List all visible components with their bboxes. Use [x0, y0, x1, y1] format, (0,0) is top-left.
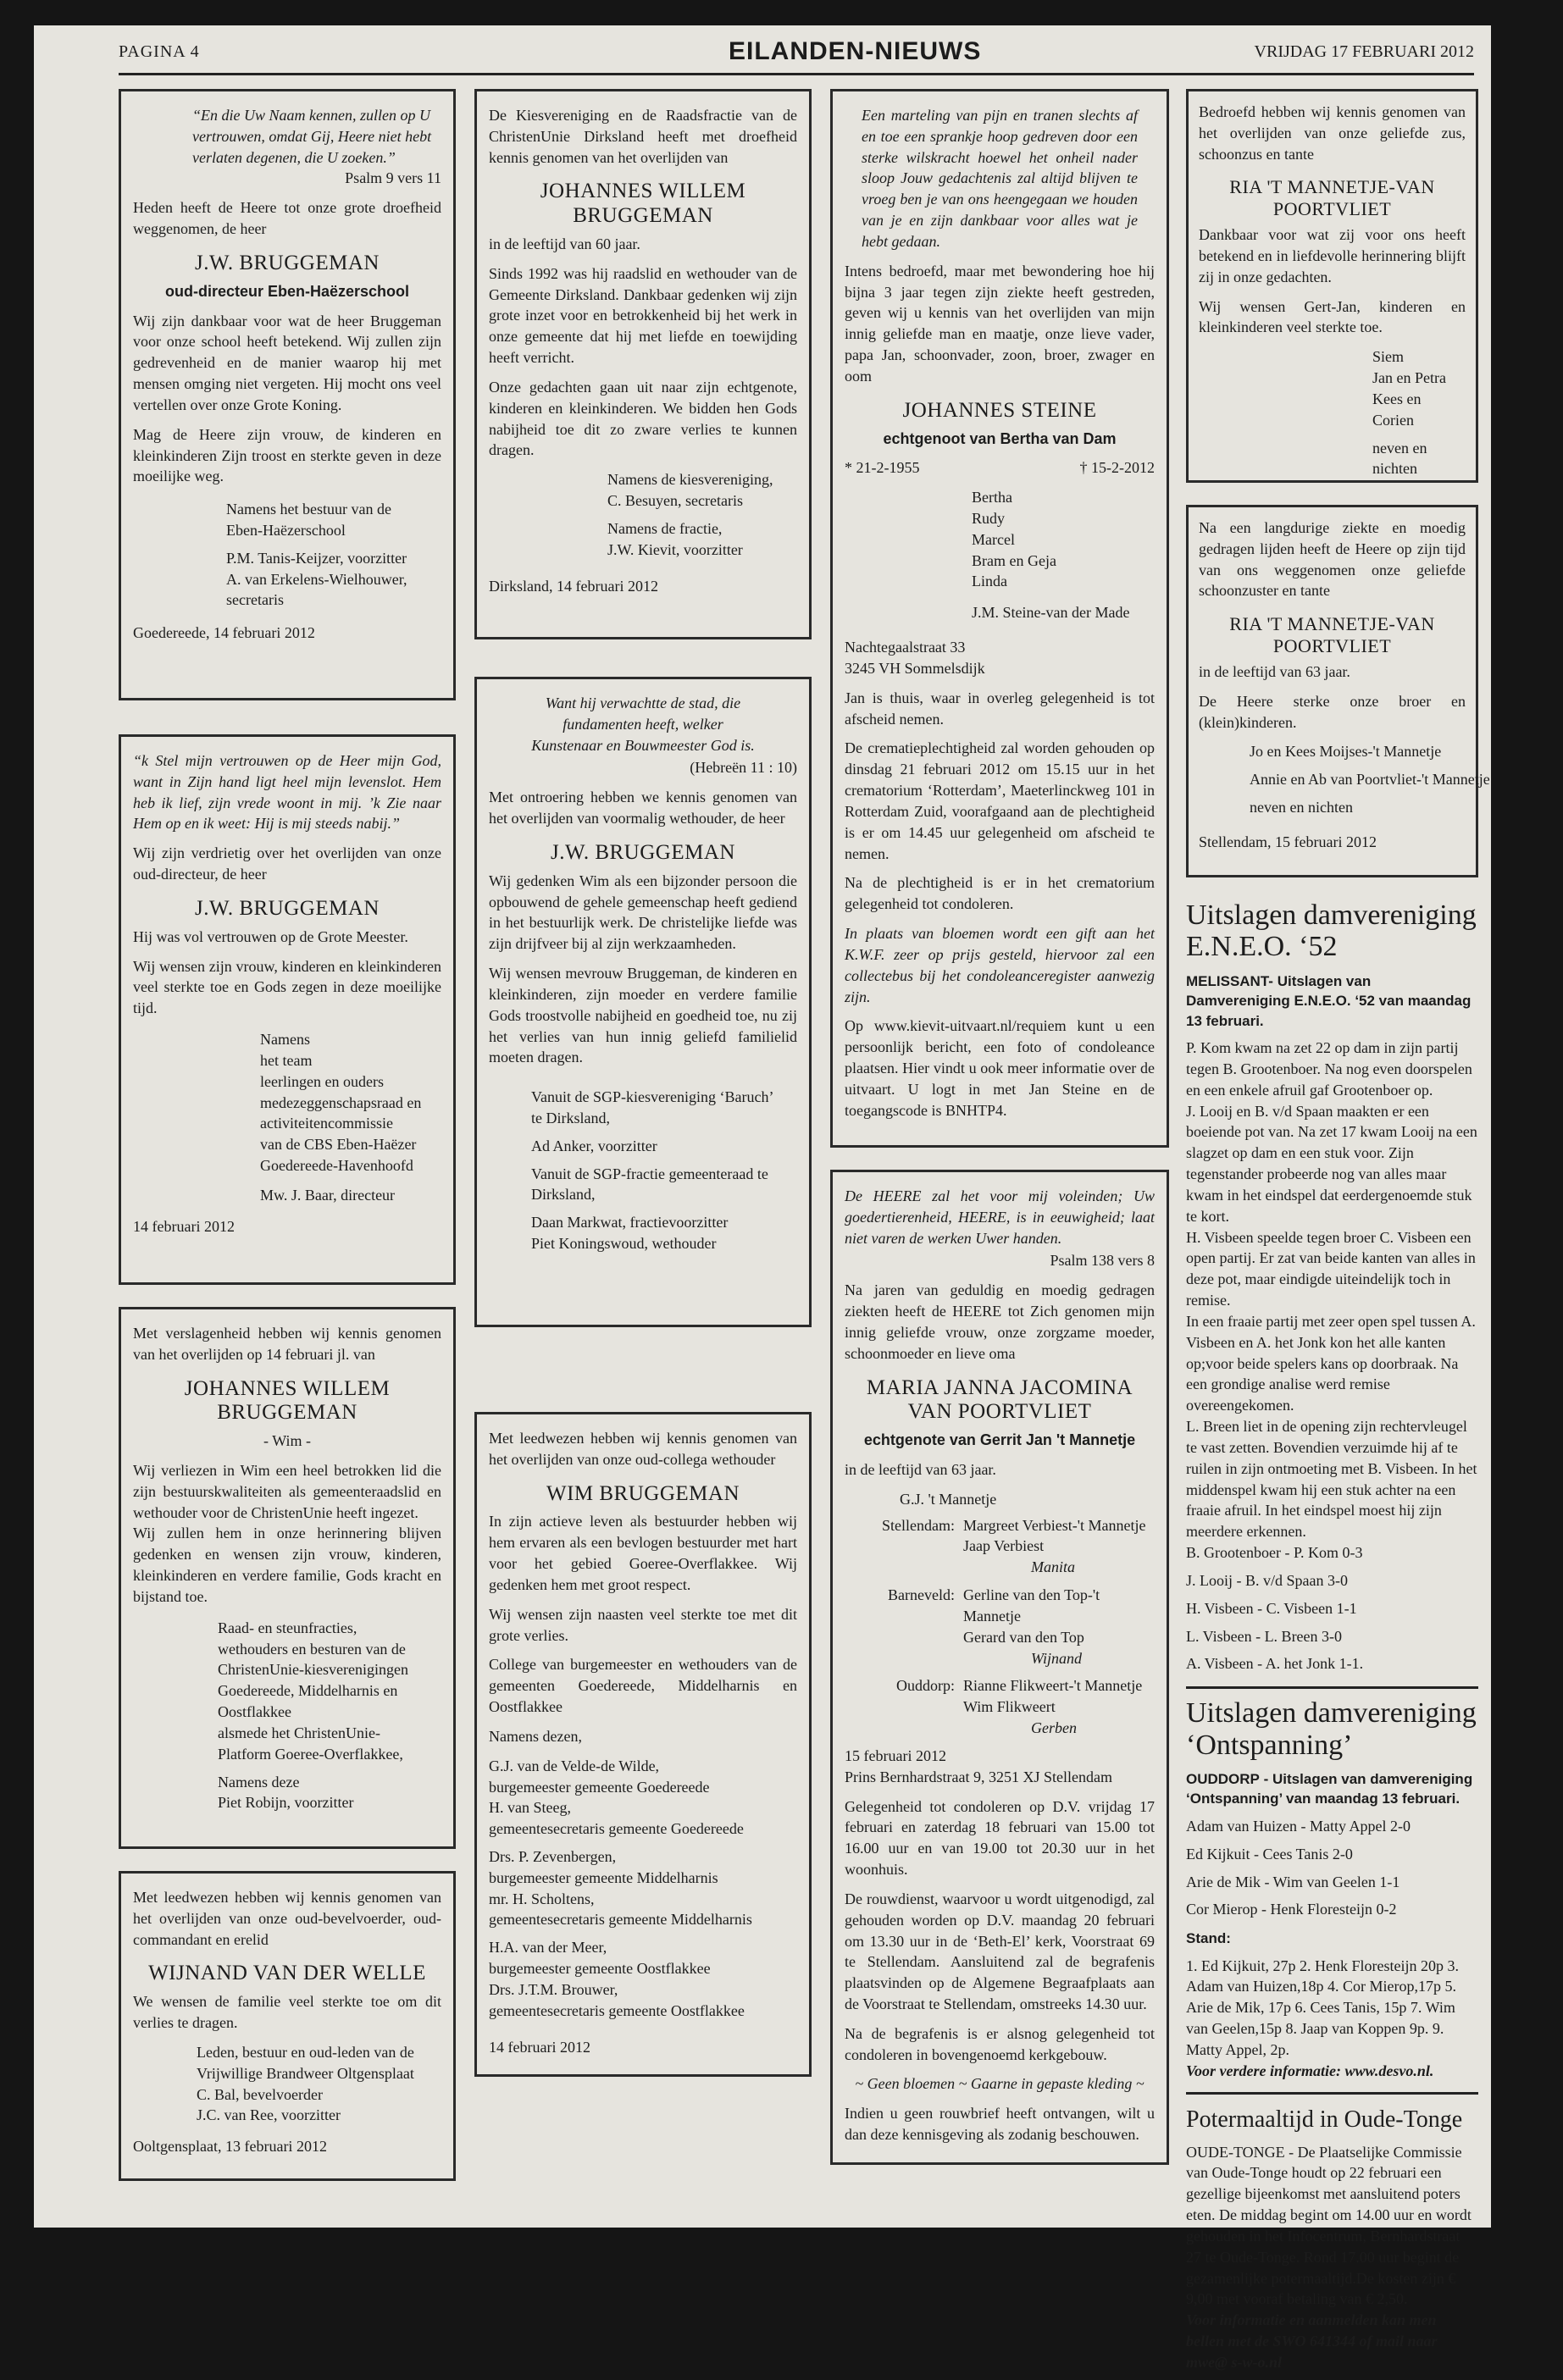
signature: burgemeester gemeente Goedereede — [489, 1778, 710, 1796]
family-member: Wim Flikweert — [963, 1698, 1056, 1716]
signature: Namens deze — [218, 1773, 300, 1791]
page-header — [119, 36, 1474, 71]
article-paragraph: In een fraaie partij met zeer open spel tussen A. Visbeen en A. het Jonk kon het alle kanten op;voor beide spelers kans op doorbraak. Na een grondige analise werd remise overeengekomen. — [1186, 1312, 1476, 1414]
paragraph: Wij wensen Gert-Jan, kinderen en kleinkinderen veel sterkte toe. — [1199, 297, 1466, 336]
paragraph: Intens bedroefd, maar met bewondering hoe hij bijna 3 jaar tegen zijn ziekte heeft gestreden, geven wij u kennis van het overlijden van mijn innig geliefde man en maatje, onze lieve vader, papa Jan, schoonvader, zoon, broer, zwager en oom — [845, 262, 1155, 385]
intro: Na een langdurige ziekte en moedig gedragen lijden heeft de Heere op zijn tijd van ons weggenomen onze geliefde schoonzuster en tante — [1199, 519, 1466, 600]
lead-place: OUDDORP — [1186, 1770, 1260, 1787]
grandchild: Manita — [1031, 1558, 1075, 1576]
intro: Heden heeft de Heere tot onze grote droefheid weggenomen, de heer — [133, 199, 441, 238]
deceased-name: JOHANNES WILLEM BRUGGEMAN — [184, 1376, 391, 1425]
signature: Platform Goeree-Overflakkee, — [218, 1745, 403, 1763]
family-place: Stellendam: — [882, 1516, 955, 1534]
more-info-text: Voor verdere informatie: www.desvo.nl. — [1186, 2062, 1434, 2079]
age: in de leeftijd van 63 jaar. — [845, 1460, 996, 1478]
date: 15 februari 2012 — [845, 1746, 946, 1764]
paragraph: Indien u geen rouwbrief heeft ontvangen, wilt u dan deze kennisgeving als zodanig beschouwen. — [845, 2105, 1155, 2144]
family-member: Jaap Verbiest — [963, 1537, 1045, 1555]
signature: neven en nichten — [1372, 439, 1427, 478]
signature: Annie en Ab van Poortvliet-'t Mannetje — [1250, 771, 1490, 789]
lead-text: Uitslagen van Damvereniging E.N.E.O. ‘52 van maandag 13 februari. — [1186, 972, 1472, 1029]
header-rule — [119, 73, 1474, 75]
signature: H.A. van der Meer, — [489, 1939, 607, 1957]
result-line: Cor Mierop - Henk Floresteijn 0-2 — [1186, 1901, 1397, 1918]
signature: Vanuit de SGP-fractie gemeenteraad te — [531, 1165, 768, 1182]
signature: G.J. van de Velde-de Wilde, — [489, 1757, 660, 1774]
result-line: H. Visbeen - C. Visbeen 1-1 — [1186, 1599, 1357, 1617]
family-member: Linda — [972, 573, 1007, 590]
intro: Met leedwezen hebben wij kennis genomen van het overlijden van onze oud-bevelvoerder, oud-commandant en erelid — [133, 1889, 441, 1948]
paragraph: Wij wensen zijn vrouw, kinderen en kleinkinderen veel sterkte toe en Gods zegen in deze moeilijke tijd. — [133, 957, 441, 1017]
verse-ref: Psalm 9 vers 11 — [345, 169, 441, 187]
deceased-name: MARIA JANNA JACOMINA VAN POORTVLIET — [866, 1375, 1133, 1424]
grandchild: Gerben — [1031, 1719, 1077, 1737]
signature: Vrijwillige Brandweer Oltgensplaat — [197, 2064, 414, 2082]
address: Nachtegaalstraat 33 — [845, 639, 966, 656]
signature: neven en nichten — [1250, 799, 1353, 816]
deceased-name: RIA 'T MANNETJE-VAN POORTVLIET — [1229, 176, 1435, 219]
verse: Want hij verwachtte de stad, die fundamenten heeft, welker Kunstenaar en Bouwmeester God is. — [531, 695, 755, 754]
paragraph: Hij was vol vertrouwen op de Grote Meester. — [133, 927, 408, 945]
verse-ref: Psalm 138 vers 8 — [1050, 1252, 1155, 1270]
ad-colleges-bw — [474, 1412, 812, 2077]
article-lead — [1186, 971, 1478, 1031]
deceased-title: oud-directeur Eben-Haëzerschool — [164, 282, 410, 300]
signature: Piet Koningswoud, wethouder — [531, 1235, 717, 1253]
place-date: Ooltgensplaat, 13 februari 2012 — [133, 2138, 327, 2156]
signature: Namens — [260, 1031, 310, 1049]
signature: Jan en Petra — [1372, 369, 1446, 387]
newspaper-page — [34, 25, 1491, 2371]
paragraph: Mag de Heere zijn vrouw, de kinderen en kleinkinderen Zijn troost en sterkte geven in deze moeilijke weg. — [133, 425, 441, 485]
signature: gemeentesecretaris gemeente Oostflakkee — [489, 2001, 745, 2019]
contact-info-text: Voor informatie en aanmelden kan men bellen met de SWO 641344 of mail naar mwe@ s-w-o.nl — [1186, 2311, 1438, 2371]
signature: C. Bal, bevelvoerder — [197, 2085, 323, 2103]
family-place: Ouddorp: — [896, 1677, 955, 1695]
article-title: Potermaaltijd in Oude-Tonge — [1186, 2106, 1463, 2133]
ad-steine — [830, 89, 1169, 1148]
family-group — [845, 1675, 1155, 1738]
paragraph: In plaats van bloemen wordt een gift aan het K.W.F. zeer op prijs gesteld, hiervoor zal een collectebus bij het condoleanceregister aanwezig zijn. — [845, 925, 1155, 1005]
verse: Een marteling van pijn en tranen slechts af en toe een sprankje hoop gedreven door een sterke wilskracht hoewel het onheil nader sloop Jouw gedachtenis zal altijd blijven te vroeg ben je van ons heengegaan we houden van je en zijn dankbaar voor alles wat je hebt gedaan. — [862, 107, 1138, 250]
column-2 — [474, 89, 812, 2099]
paragraph: ~ Geen bloemen ~ Gaarne in gepaste kleding ~ — [855, 2075, 1145, 2093]
news-eneo — [1186, 899, 1478, 1689]
signature: Kees en Corien — [1372, 390, 1422, 429]
paragraph: Wij zullen hem in onze herinnering blijven gedenken en wensen zijn vrouw, kinderen, kleinkinderen en verdere familie, Gods kracht en bijstand toe. — [133, 1525, 441, 1605]
intro: Wij zijn verdrietig over het overlijden van onze oud-directeur, de heer — [133, 844, 441, 883]
husband: G.J. 't Mannetje — [900, 1490, 997, 1508]
age: in de leeftijd van 63 jaar. — [1199, 662, 1350, 680]
signature: mr. H. Scholtens, — [489, 1890, 595, 1907]
result-line: Ed Kijkuit - Cees Tanis 2-0 — [1186, 1845, 1353, 1862]
ad-cbs-eben-haezer — [119, 734, 456, 1285]
result-line: J. Looij - B. v/d Spaan 3-0 — [1186, 1571, 1348, 1589]
signature: P.M. Tanis-Keijzer, voorzitter — [226, 549, 407, 567]
family-group — [845, 1515, 1155, 1578]
ad-christenunie-dirksland — [474, 89, 812, 639]
paragraph: We wensen de familie veel sterkte toe om dit verlies te dragen. — [133, 1993, 441, 2032]
signature: Goedereede, Middelharnis en Oostflakkee — [218, 1682, 398, 1721]
stand-label — [1186, 1929, 1478, 1948]
page-number: PAGINA 4 — [119, 42, 200, 61]
signature: J.W. Kievit, voorzitter — [607, 540, 743, 558]
paragraph: Na jaren van geduldig en moedig gedragen ziekten heeft de HEERE tot Zich genomen mijn innig geliefde vrouw, onze zorgzame moeder, schoonmoeder en lieve oma — [845, 1281, 1155, 1362]
signature: wethouders en besturen van de — [218, 1640, 406, 1658]
signature: Jo en Kees Moijses-'t Mannetje — [1250, 743, 1442, 761]
result-line: L. Visbeen - L. Breen 3-0 — [1186, 1627, 1343, 1645]
grandchild: Wijnand — [1031, 1649, 1083, 1667]
verse: De HEERE zal het voor mij voleinden; Uw goedertierenheid, HEERE, is in eeuwigheid; laat niet varen de werken Uwer handen. — [845, 1187, 1155, 1247]
place-date: Stellendam, 15 februari 2012 — [1199, 833, 1377, 850]
signature: burgemeester gemeente Middelharnis — [489, 1868, 718, 1886]
article-body: OUDE-TONGE - De Plaatselijke Commissie van Oude-Tonge houdt op 22 februari een gezellige bijeenkomst met aansluitend poters eten. De middag begint om 14.00 uur en wordt gehouden in het Infocentrum, Bernhardstraat 27 te Oude-Tonge. Rond 17.00 uur begint de gezamenlijke potermaaltijd.De kosten zijn € 9,00 met vooraf betaling van € 2,50. — [1186, 2143, 1472, 2308]
signature: Drs. P. Zevenbergen, — [489, 1848, 617, 1865]
signature: het team — [260, 1051, 313, 1069]
signature: van de CBS Eben-Haëzer — [260, 1136, 417, 1154]
date: 14 februari 2012 — [489, 2038, 590, 2056]
news-ontspanning — [1186, 1697, 1478, 2094]
family-member: Rianne Flikweert-'t Mannetje — [963, 1677, 1143, 1695]
deceased-name: JOHANNES STEINE — [902, 398, 1097, 422]
ad-ria-family-2 — [1186, 505, 1490, 877]
signature: J.C. van Ree, voorzitter — [197, 2106, 341, 2124]
signature: Raad- en steunfracties, — [218, 1619, 357, 1636]
address: 3245 VH Sommelsdijk — [845, 659, 985, 677]
signature: Eben-Haëzerschool — [226, 522, 346, 539]
paragraph: College van burgemeester en wethouders van de gemeenten Goedereede, Middelharnis en Oostflakkee — [489, 1656, 797, 1716]
paragraph: Sinds 1992 was hij raadslid en wethouder van de Gemeente Dirksland. Dankbaar gedenken wij zijn grote inzet voor en betrokkenheid bij het werk in onze gemeente dat hij met liefde en toewijding heeft verricht. — [489, 264, 797, 367]
signature: leerlingen en ouders — [260, 1072, 384, 1090]
ad-van-poortvliet — [830, 1170, 1169, 2165]
article-title: Uitslagen damvereniging ‘Ontspanning’ — [1186, 1697, 1477, 1761]
ad-ria-family-1 — [1186, 89, 1478, 483]
signature: Dirksland, — [531, 1186, 596, 1204]
date: 14 februari 2012 — [133, 1217, 235, 1235]
paragraph: Namens dezen, — [489, 1727, 582, 1745]
ad-brandweer — [119, 1871, 456, 2181]
deceased-name: J.W. BRUGGEMAN — [551, 840, 735, 864]
place-date: Goedereede, 14 februari 2012 — [133, 624, 315, 642]
paragraph: In zijn actieve leven als bestuurder hebben wij hem ervaren als een bevlogen bestuurder met hart voor het gebied Goeree-Overflakkee. Wij gedenken hem met groot respect. — [489, 1513, 797, 1593]
paragraph: Na de plechtigheid is er in het crematorium gelegenheid tot condoleren. — [845, 874, 1155, 913]
signature: Piet Robijn, voorzitter — [218, 1794, 354, 1812]
signature: Daan Markwat, fractievoorzitter — [531, 1214, 729, 1232]
intro: De Kiesvereniging en de Raadsfractie van de ChristenUnie Dirksland heeft met droefheid kennis genomen van het overlijden van — [489, 107, 797, 166]
paragraph: Wij gedenken Wim als een bijzonder persoon die opbouwend de gehele gemeenschap heeft gediend in het bestuurlijk werk. De christelijke liefde was zijn drijfveer bij al zijn werkzaamheden. — [489, 872, 797, 953]
paragraph: Op www.kievit-uitvaart.nl/requiem kunt u een persoonlijk bericht, een foto of condoleance plaatsen. Hier vindt u ook meer informatie over de uitvaart. U logt in met Jan Steine en de toegangscode is BNHTP4. — [845, 1017, 1155, 1119]
contact-info — [1186, 2310, 1478, 2372]
signature: alsmede het ChristenUnie- — [218, 1724, 380, 1741]
standings: 1. Ed Kijkuit, 27p 2. Henk Floresteijn 20p 3. Adam van Huizen,18p 4. Cor Mierop,17p 5. Arie de Mik, 17p 6. Cees Tanis, 15p 7. Wim van Geelen,15p 8. Jaap van Koppen 9p. 9. Matty Appel, 2p. — [1186, 1957, 1459, 2058]
intro: Met leedwezen hebben wij kennis genomen van het overlijden van onze oud-collega wethouder — [489, 1430, 797, 1468]
ad-christenunie — [119, 1307, 456, 1849]
stand-label-text: Stand: — [1186, 1930, 1231, 1947]
signature: H. van Steeg, — [489, 1799, 571, 1817]
death-date: † 15-2-2012 — [1079, 459, 1155, 477]
column-4 — [1186, 89, 1490, 2380]
divider — [1186, 1686, 1478, 1689]
masthead: EILANDEN-NIEUWS — [729, 37, 982, 65]
signature: secretaris — [226, 591, 284, 609]
result-line: A. Visbeen - A. het Jonk 1-1. — [1186, 1655, 1364, 1673]
deceased-spouse: echtgenoot van Bertha van Dam — [883, 429, 1117, 447]
family-group — [845, 1585, 1155, 1669]
signature: Mw. J. Baar, directeur — [260, 1186, 396, 1204]
ad-eben-haezer-bestuur — [119, 89, 456, 700]
ad-sgp-dirksland — [474, 677, 812, 1327]
place-date: Dirksland, 14 februari 2012 — [489, 577, 658, 595]
signature: C. Besuyen, secretaris — [607, 492, 743, 510]
paragraph: De rouwdienst, waarvoor u wordt uitgenodigd, zal gehouden worden op D.V. maandag 20 februari om 13.30 uur in de ‘Beth-El’ kerk, Voorstraat 69 te Stellendam. Aansluitend zal de begrafenis plaatsvinden op de Algemene Begraafplaats aan de Voorstraat te Stellendam, omstreeks 14.30 uur. — [845, 1890, 1155, 2012]
paragraph: De crematieplechtigheid zal worden gehouden op dinsdag 21 februari 2012 om 15.15 uur in het crematorium ‘Rotterdam’, Maeterlinckweg 101 in Rotterdam Zuid, voorafgaand aan de plechtigheid is er om 14.45 uur gelegenheid om afscheid te nemen. — [845, 739, 1155, 862]
signature: Namens de fractie, — [607, 519, 723, 537]
intro: Met ontroering hebben we kennis genomen van het overlijden van voormalig wethouder, de heer — [489, 789, 797, 827]
signature: gemeentesecretaris gemeente Middelharnis — [489, 1911, 752, 1929]
paragraph: Jan is thuis, waar in overleg gelegenheid is tot afscheid nemen. — [845, 689, 1155, 728]
family-member: Gerard van den Top — [963, 1628, 1084, 1646]
deceased-name: RIA 'T MANNETJE-VAN POORTVLIET — [1229, 613, 1435, 656]
result-line: Arie de Mik - Wim van Geelen 1-1 — [1186, 1873, 1400, 1890]
article-paragraph: J. Looij en B. v/d Spaan maakten er een boeiende pot van. Na zet 17 kwam Looij na een slagzet op dam en een stuk voor. Zijn tegenstander probeerde nog van alles maar kwam in het eindspel dat eerdergenoemde stuk te kort. — [1186, 1102, 1477, 1225]
article-paragraph: H. Visbeen speelde tegen broer C. Visbeen een open partij. Er zat van beide kanten van alles in deze pot, maar eindigde uiteindelijk toch in remise. — [1186, 1228, 1476, 1309]
signature: A. van Erkelens-Wielhouwer, — [226, 570, 407, 588]
signature: ChristenUnie-kiesverenigingen — [218, 1661, 408, 1679]
lead-text: - Uitslagen van damvereniging ‘Ontspanning’ van maandag 13 februari. — [1186, 1770, 1473, 1807]
nickname: - Wim - — [263, 1432, 311, 1450]
article-paragraph: L. Breen liet in de opening zijn rechtervleugel te vast zetten. Bovendien verzuimde hij af te ruilen in zijn ontmoeting met B. Visbeen. In het middenspel kwam hij een stuk achter na een fraaie afruil. In het eindspel moest hij zijn meerdere erkennen. — [1186, 1418, 1477, 1541]
address: Prins Bernhardstraat 9, 3251 XJ Stellendam — [845, 1768, 1112, 1785]
birth-date: * 21-2-1955 — [845, 459, 920, 477]
signature: activiteitencommissie — [260, 1115, 393, 1132]
family-member: Bertha — [972, 489, 1012, 506]
family-member: Gerline van den Top-'t Mannetje — [963, 1586, 1100, 1624]
paragraph: Wij wensen mevrouw Bruggeman, de kinderen en kleinkinderen, zijn moeder en verdere familie Gods troostvolle nabijheid en goedheid toe, nu zij het verlies van hun innig geliefd familielid moeten dragen. — [489, 965, 797, 1066]
signature: Goedereede-Havenhoofd — [260, 1157, 413, 1174]
paragraph: Wij zijn dankbaar voor wat de heer Bruggeman voor onze school heeft betekend. Wij zullen zijn gedrevenheid en de manier waarop hij met mensen omging niet vergeten. Hij mocht ons veel vertellen over onze Grote Koning. — [133, 312, 441, 413]
intro: Met verslagenheid hebben wij kennis genomen van het overlijden op 14 februari jl. van — [133, 1325, 441, 1363]
signature: Drs. J.T.M. Brouwer, — [489, 1980, 618, 1998]
signature: Leden, bestuur en oud-leden van de — [197, 2043, 414, 2061]
divider — [1186, 2092, 1478, 2095]
signature: burgemeester gemeente Oostflakkee — [489, 1960, 711, 1978]
signature: Ad Anker, voorzitter — [531, 1137, 657, 1154]
paragraph: Wij verliezen in Wim een heel betrokken lid die zijn bestuurskwaliteiten als gemeenteraadslid en wethouder voor de ChristenUnie heeft ingezet. — [133, 1461, 441, 1521]
signature: gemeentesecretaris gemeente Goedereede — [489, 1820, 744, 1838]
verse: “En die Uw Naam kennen, zullen op U vertrouwen, omdat Gij, Heere niet hebt verlaten degenen, die U zoeken.” — [192, 107, 432, 166]
signature: medezeggenschapsraad en — [260, 1093, 422, 1111]
deceased-name: J.W. BRUGGEMAN — [195, 896, 380, 920]
signature: Vanuit de SGP-kiesvereniging ‘Baruch’ — [531, 1088, 774, 1106]
issue-date: VRIJDAG 17 FEBRUARI 2012 — [1254, 42, 1474, 61]
signature: te Dirksland, — [531, 1110, 610, 1126]
paragraph: Onze gedachten gaan uit naar zijn echtgenote, kinderen en kleinkinderen. We bidden hen Gods nabijheid toe dit zo zware verlies te kunnen dragen. — [489, 378, 797, 459]
family-member: Margreet Verbiest-'t Mannetje — [963, 1516, 1146, 1534]
more-info — [1186, 2061, 1478, 2082]
verse: “k Stel mijn vertrouwen op de Heer mijn God, want in Zijn hand ligt heel mijn levenslot. Hem heb ik lief, zijn vrede woont in mij. ’k Zie naar Hem op en ik weet: Hij is mij steeds nabij.” — [133, 752, 441, 833]
deceased-name: WIJNAND VAN DER WELLE — [148, 1962, 426, 1985]
result-line: B. Grootenboer - P. Kom 0-3 — [1186, 1544, 1363, 1562]
paragraph: De Heere sterke onze broer en (klein)kinderen. — [1199, 692, 1466, 731]
news-potermaaltijd — [1186, 2106, 1478, 2373]
article-paragraph: P. Kom kwam na zet 22 op dam in zijn partij tegen B. Grootenboer. Na nog even doorspelen en een enkele afruil gaf Grootenboer op. — [1186, 1039, 1472, 1099]
family-member: J.M. Steine-van der Made — [972, 604, 1130, 622]
family-place: Barneveld: — [888, 1586, 955, 1604]
deceased-name: JOHANNES WILLEM BRUGGEMAN — [540, 180, 746, 228]
deceased-spouse: echtgenote van Gerrit Jan 't Mannetje — [863, 1431, 1136, 1449]
article-title: Uitslagen damvereniging E.N.E.O. ‘52 — [1186, 899, 1477, 963]
column-3 — [830, 89, 1169, 2187]
column-1 — [119, 89, 456, 2203]
result-line: Adam van Huizen - Matty Appel 2-0 — [1186, 1817, 1411, 1835]
age: in de leeftijd van 60 jaar. — [489, 235, 640, 252]
signature: Namens de kiesvereniging, — [607, 471, 773, 489]
family-member: Bram en Geja — [972, 551, 1056, 569]
verse-ref: (Hebreën 11 : 10) — [690, 759, 797, 777]
deceased-name: WIM BRUGGEMAN — [546, 1481, 740, 1505]
paragraph: Gelegenheid tot condoleren op D.V. vrijdag 17 februari en zaterdag 18 februari van 15.00 tot 16.00 uur en van 19.00 tot 20.30 uur in het woonhuis. — [845, 1797, 1155, 1879]
paragraph: Na de begrafenis is er alsnog gelegenheid tot condoleren in bovengenoemd kerkgebouw. — [845, 2024, 1155, 2063]
paragraph: Dankbaar voor wat zij voor ons heeft betekend en in liefdevolle herinnering blijft zij in onze gedachten. — [1199, 226, 1466, 285]
deceased-name: J.W. BRUGGEMAN — [195, 251, 380, 274]
lead-place: MELISSANT- — [1186, 972, 1273, 989]
family-member: Rudy — [972, 510, 1006, 527]
signature: Namens het bestuur van de — [226, 501, 391, 518]
intro: Bedroefd hebben wij kennis genomen van het overlijden van onze geliefde zus, schoonzus en tante — [1199, 103, 1466, 163]
signature: Siem — [1372, 348, 1405, 366]
family-member: Marcel — [972, 530, 1015, 548]
article-lead — [1186, 1769, 1478, 1809]
paragraph: Wij wensen zijn naasten veel sterkte toe met dit grote verlies. — [489, 1605, 797, 1644]
